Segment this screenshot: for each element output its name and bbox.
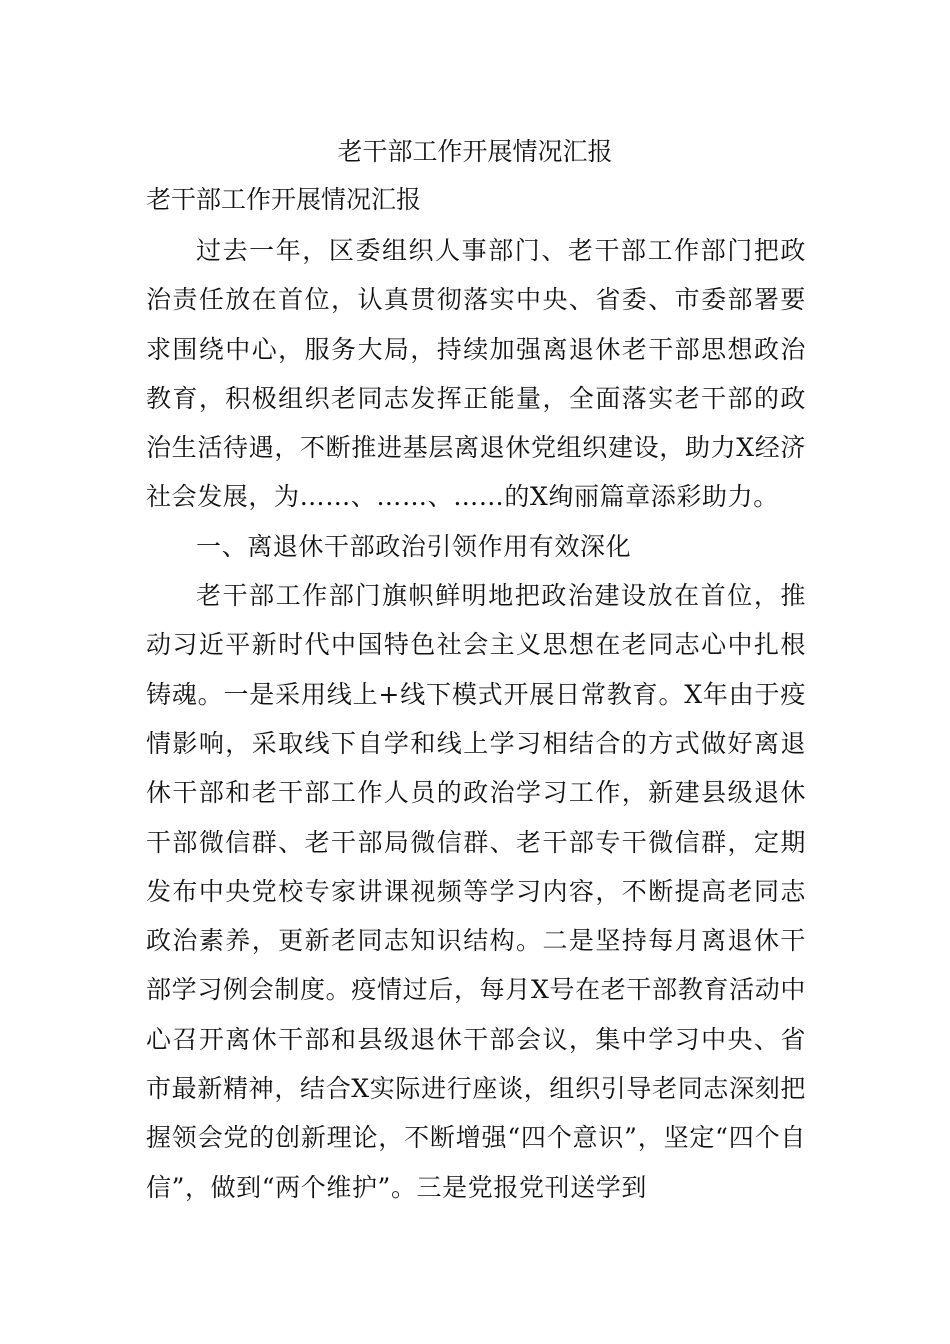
section-heading: 一、离退休干部政治引领作用有效深化 [196,531,632,561]
intro-paragraph: 过去一年，区委组织人事部门、老干部工作部门把政治责任放在首位，认真贯彻落实中央、省委、市委部署要求围绕中心，服务大局，持续加强离退休老干部思想政治教育，积极组织老同志发挥正能量，全面落实老干部的政治生活待遇，不断推进基层离退休党组织建设，助力X经济社会发展，为……、……、……的X绚丽篇章添彩助力。 [146,236,806,512]
document-title: 老干部工作开展情况汇报 [337,137,613,166]
document-body [146,226,806,1212]
section-paragraph: 老干部工作部门旗帜鲜明地把政治建设放在首位，推动习近平新时代中国特色社会主义思想在老同志心中扎根铸魂。一是采用线上+线下模式开展日常教育。X年由于疫情影响，采取线下自学和线上学习相结合的方式做好离退休干部和老干部工作人员的政治学习工作，新建县级退休干部微信群、老干部局微信群、老干部专干微信群，定期发布中央党校专家讲课视频等学习内容，不断提高老同志政治素养，更新老同志知识结构。二是坚持每月离退休干部学习例会制度。疫情过后，每月X号在老干部教育活动中心召开离休干部和县级退休干部会议，集中学习中央、省市最新精神，结合X实际进行座谈，组织引导老同志深刻把握领会党的创新理论，不断增强“四个意识”，坚定“四个自信”，做到“两个维护”。三是党报党刊送学到 [146,581,806,1202]
document-subtitle: 老干部工作开展情况汇报 [146,185,422,214]
